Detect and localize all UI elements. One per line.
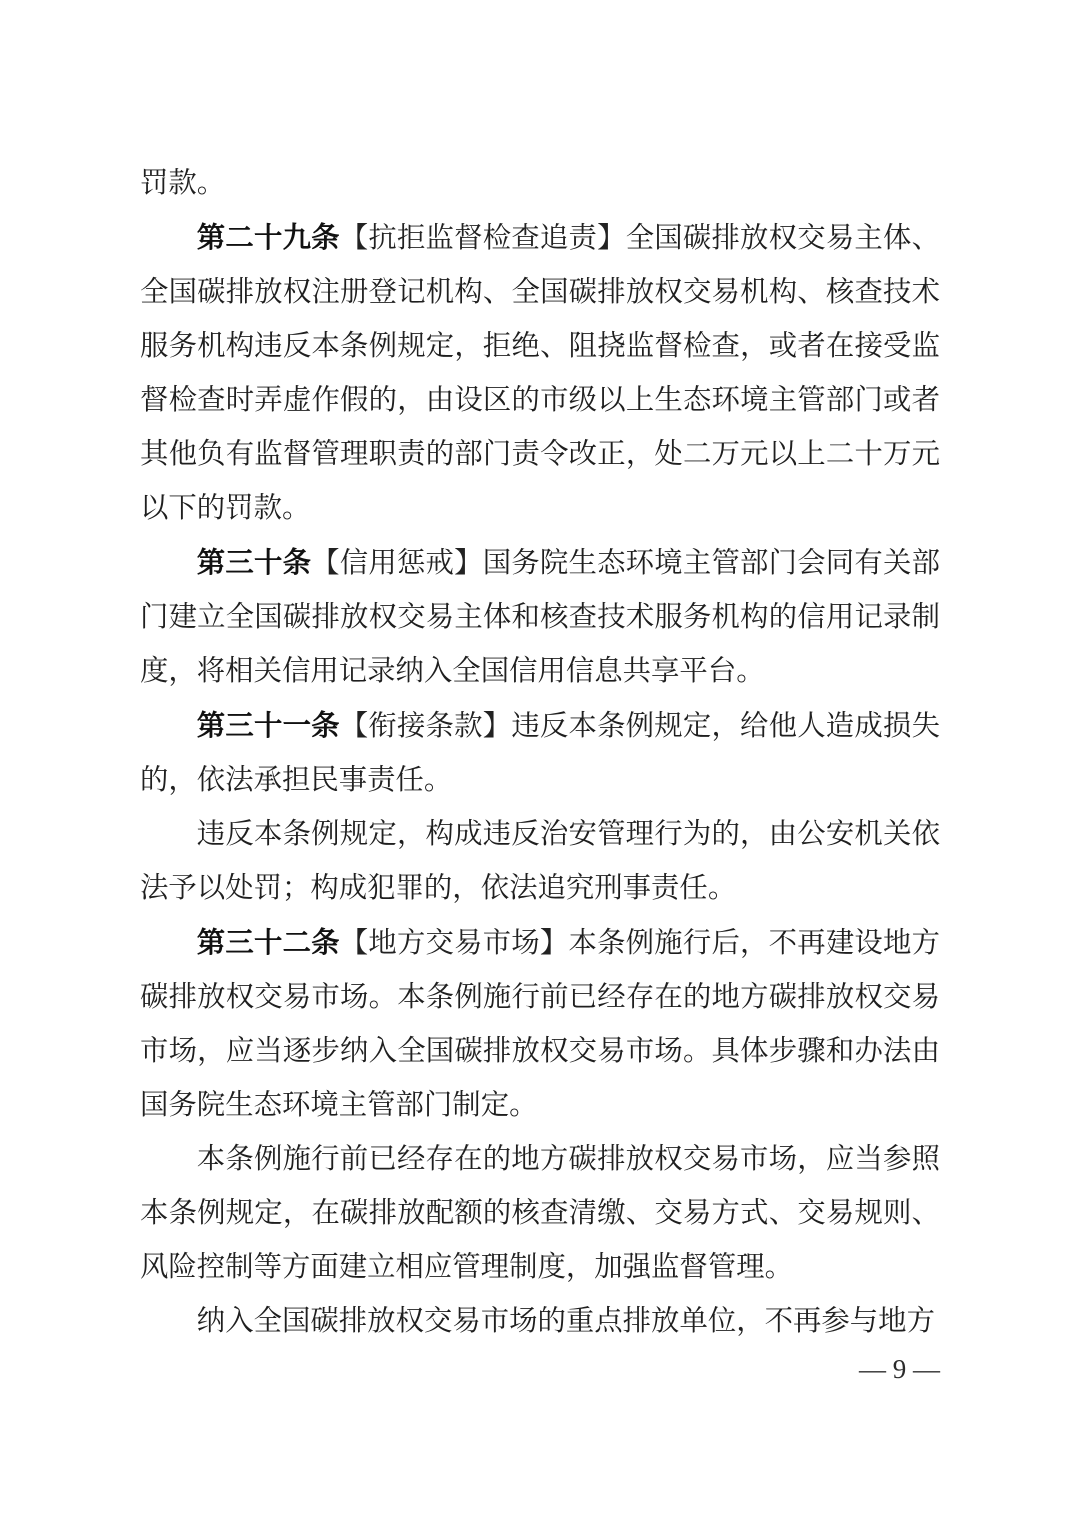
article-title-bracket: 【抗拒监督检查追责】 (339, 223, 626, 254)
paragraph-text: 国务院生态环境主管部门会同有关部门建立全国碳排放权交易主体和核查技术服务机构的信用记录制度，将相关信用记录纳入全国信用信息共享平台。 (140, 548, 940, 687)
paragraph-text: 纳入全国碳排放权交易市场的重点排放单位，不再参与地方 (196, 1306, 935, 1337)
article-title-bracket: 【衔接条款】 (339, 711, 512, 742)
paragraph-article-31-clause-2 (140, 808, 940, 916)
paragraph-article-32 (140, 916, 940, 1133)
paragraph-text: 全国碳排放权交易主体、全国碳排放权注册登记机构、全国碳排放权交易机构、核查技术服务机构违反本条例规定，拒绝、阻挠监督检查，或者在接受监督检查时弄虚作假的，由设区的市级以上生态环境主管部门或者其他负有监督管理职责的部门责令改正，处二万元以上二十万元以下的罚款。 (140, 223, 940, 524)
paragraph-text: 违反本条例规定，构成违反治安管理行为的，由公安机关依法予以处罚；构成犯罪的，依法追究刑事责任。 (140, 819, 940, 904)
paragraph-text: 本条例施行前已经存在的地方碳排放权交易市场，应当参照本条例规定，在碳排放配额的核查清缴、交易方式、交易规则、风险控制等方面建立相应管理制度，加强监督管理。 (140, 1144, 940, 1283)
paragraph-article-32-clause-3 (140, 1295, 940, 1349)
paragraph-article-30 (140, 536, 940, 699)
article-title-bracket: 【信用惩戒】 (311, 548, 483, 579)
article-number: 第二十九条 (196, 222, 340, 254)
paragraph-continuation (140, 157, 940, 211)
article-number: 第三十条 (196, 547, 312, 579)
paragraph-text: 罚款。 (140, 168, 226, 199)
document-body (140, 157, 940, 1349)
paragraph-article-31 (140, 699, 940, 808)
paragraph-text: 本条例施行后，不再建设地方碳排放权交易市场。本条例施行前已经存在的地方碳排放权交易市场，应当逐步纳入全国碳排放权交易市场。具体步骤和办法由国务院生态环境主管部门制定。 (140, 928, 940, 1121)
paragraph-article-32-clause-2 (140, 1133, 940, 1295)
page-number: — 9 — (859, 1354, 940, 1384)
article-number: 第三十二条 (196, 927, 340, 959)
article-title-bracket: 【地方交易市场】 (339, 928, 569, 959)
article-number: 第三十一条 (196, 710, 340, 742)
paragraph-article-29 (140, 211, 940, 536)
paragraph-text: 违反本条例规定，给他人造成损失的，依法承担民事责任。 (140, 711, 940, 796)
